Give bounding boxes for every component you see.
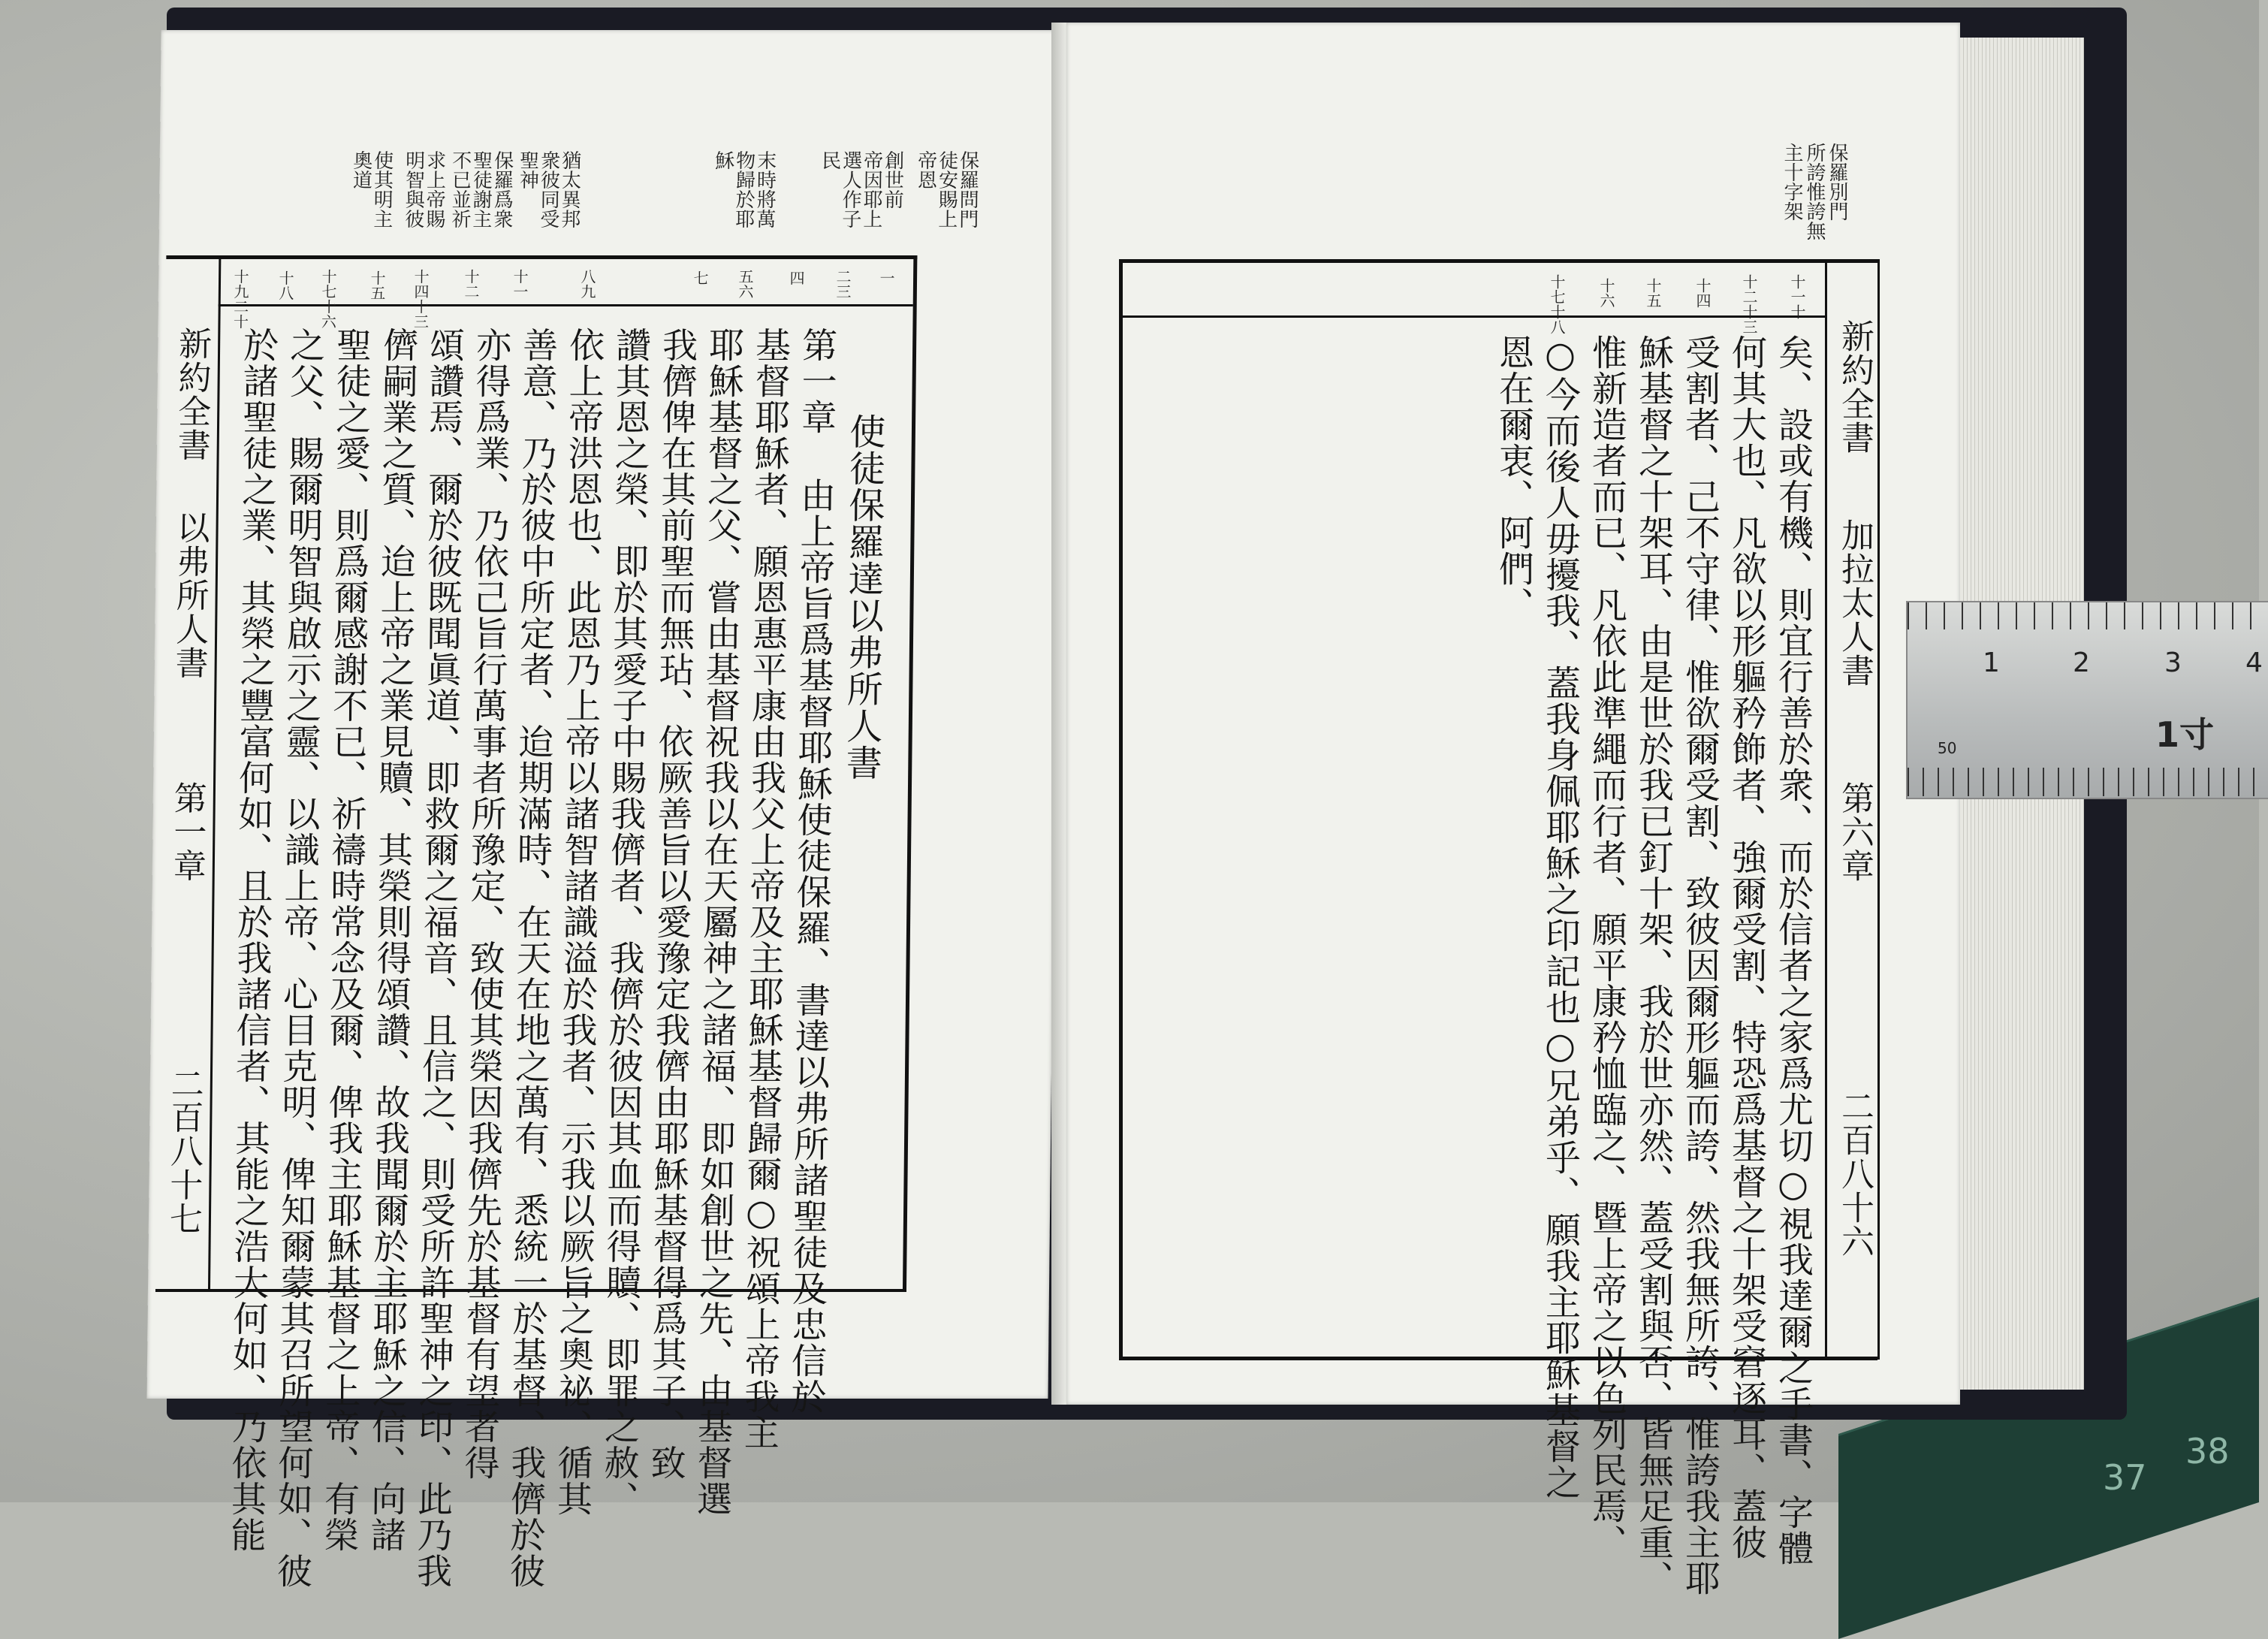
header-note: 帝因耶上 xyxy=(859,150,883,228)
right-verse-rule xyxy=(1119,315,1825,318)
right-frame-right xyxy=(1877,259,1880,1360)
text-column: 惟新造者而已、凡依此準繩而行者、願平康矜恤臨之、暨上帝之以色列民焉、 xyxy=(1586,334,1627,1560)
verse-number: 五六 xyxy=(735,269,755,299)
header-note: 保羅爲衆 xyxy=(490,150,514,228)
mat-number-1: 37 xyxy=(2103,1457,2147,1498)
header-note: 穌 xyxy=(711,150,734,170)
text-column: 聖徒之愛、則爲爾感謝不已、祈禱時常念及爾、俾我主耶穌基督之上帝、有榮 xyxy=(318,327,372,1553)
text-column: ○今而後人毋擾我、蓋我身佩耶穌之印記也○兄弟乎、願我主耶穌基督之 xyxy=(1540,334,1581,1500)
header-note: 選人作子 xyxy=(838,150,862,228)
verse-number: 十七十八 xyxy=(1548,274,1566,334)
header-note: 末時將萬 xyxy=(752,150,777,228)
verse-number: 十四十三 xyxy=(411,269,430,329)
header-note: 創世前 xyxy=(881,150,904,209)
ruler-ticks-bottom xyxy=(1908,768,2268,796)
text-column: 讚其恩之榮、即於其愛子中賜我儕者、我儕於彼因其血而得贖、即罪之赦、 xyxy=(597,327,652,1517)
verse-number: 八九 xyxy=(578,269,597,299)
measuring-ruler xyxy=(1906,601,2268,799)
verse-number: 十八 xyxy=(276,270,295,300)
header-note: 徒安賜上 xyxy=(934,150,958,228)
header-note: 求上帝賜 xyxy=(422,150,446,228)
left-page xyxy=(146,30,1062,1589)
ruler-unit-label: 1寸 xyxy=(2155,714,2215,755)
header-note: 聖徒謝主 xyxy=(469,150,493,228)
text-column: 依上帝洪恩也、此恩乃上帝以諸智諸識溢於我者、示我以厥旨之奧祕、循其 xyxy=(550,327,605,1517)
running-title: 新約全書 xyxy=(171,327,212,462)
mat-number-2: 38 xyxy=(2185,1431,2230,1471)
ruler-ticks-top xyxy=(1908,602,2268,629)
header-note: 衆彼同受 xyxy=(536,150,560,228)
chapter-label: 第一章 xyxy=(167,781,207,883)
running-title: 新約全書 xyxy=(1835,319,1874,454)
verse-number: 七 xyxy=(690,270,710,285)
header-note: 不已並祈 xyxy=(448,150,472,228)
text-column: 基督耶穌者、願恩惠平康由我父上帝及主耶穌基督歸爾○祝頌上帝我主 xyxy=(737,327,792,1450)
right-frame-left xyxy=(1119,259,1123,1360)
text-column: 耶穌基督之父、嘗由基督祝我以在天屬神之諸福、即如創世之先、由基督選 xyxy=(690,327,745,1517)
verse-number: 十一十 xyxy=(1788,274,1806,319)
epistle-title: 使徒保羅達以弗所人書 xyxy=(840,413,886,781)
header-note: 明智與彼 xyxy=(401,150,425,228)
ruler-mark: 4 xyxy=(2245,647,2263,678)
ruler-mark: 1 xyxy=(1983,647,2000,678)
header-note: 聖神 xyxy=(516,150,539,189)
right-frame-top xyxy=(1119,259,1877,263)
header-note: 物歸於耶 xyxy=(731,150,755,228)
text-column: 矣、設或有機、則宜行善於衆、而於信者之家爲尤切○視我達爾之手書、字體 xyxy=(1772,334,1814,1566)
text-column: 之父、賜爾明智與啟示之靈、以識上帝、心目克明、俾知爾蒙其召所望何如、彼 xyxy=(270,327,326,1589)
header-note: 民 xyxy=(818,150,841,170)
verse-number: 十七十六 xyxy=(318,269,338,329)
verse-number: 十二十三 xyxy=(1740,274,1758,334)
verse-number: 四 xyxy=(786,270,806,285)
verse-number: 十六 xyxy=(1597,278,1615,308)
text-column: 我儕俾在其前聖而無玷、依厥善旨以愛豫定我儕由耶穌基督得爲其子、致 xyxy=(644,327,698,1481)
verse-number: 十九二十 xyxy=(231,269,250,329)
chapter-label: 第六章 xyxy=(1835,781,1874,883)
header-note: 保羅別門 xyxy=(1826,143,1848,221)
text-column: 受割者、己不守律、惟欲爾受割、致彼因爾形軀而誇、然我無所誇、惟誇我主耶 xyxy=(1679,334,1721,1596)
header-note: 使其明主 xyxy=(369,150,394,228)
header-note: 主十字架 xyxy=(1781,143,1803,221)
right-margin-rule xyxy=(1825,263,1827,1357)
text-column: 第一章 由上帝旨爲基督耶穌使徒保羅、書達以弗所諸聖徒及忠信於 xyxy=(785,327,838,1414)
verse-number: 二三 xyxy=(833,269,852,299)
verse-number: 十五 xyxy=(367,270,387,300)
text-column: 儕嗣業之質、迨上帝之業見贖、其榮則得頌讚、故我聞爾於主耶穌之信、向諸 xyxy=(364,327,419,1553)
header-note: 帝恩 xyxy=(914,150,937,189)
book-title: 加拉太人書 xyxy=(1835,518,1874,687)
text-column: 亦得爲業、乃依己旨行萬事者所豫定、致使其榮因我儕先於基督有望者得 xyxy=(458,327,512,1481)
header-note: 保羅問門 xyxy=(955,150,979,228)
text-column: 何其大也、凡欲以形軀矜飾者、強爾受割、特恐爲基督之十架受窘逐耳、蓋彼 xyxy=(1726,334,1767,1560)
verse-number: 一 xyxy=(876,270,896,285)
book-title: 以弗所人書 xyxy=(169,511,210,680)
verse-number: 十四 xyxy=(1693,278,1712,308)
page-number: 二百八十六 xyxy=(1835,1089,1874,1258)
ruler-mark: 2 xyxy=(2073,647,2090,678)
text-column: 善意、乃於彼中所定者、迨期滿時、在天在地之萬有、悉統一於基督、我儕於彼 xyxy=(503,327,559,1589)
header-note: 猶太異邦 xyxy=(557,150,581,228)
header-note: 奧道 xyxy=(349,150,372,189)
text-column: 穌基督之十架耳、由是世於我已釘十架、我於世亦然、蓋受割與否、皆無足重、 xyxy=(1633,334,1674,1596)
page-number: 二百八十七 xyxy=(163,1067,204,1236)
text-column: 恩在爾衷、阿們、 xyxy=(1493,334,1534,623)
verse-number: 十五 xyxy=(1644,278,1662,308)
text-column: 於諸聖徒之業、其榮之豐富何如、且於我諸信者、其能之浩大何如、乃依其能 xyxy=(225,327,279,1553)
left-frame-top xyxy=(166,255,917,259)
verse-number: 十二 xyxy=(461,269,481,299)
ruler-small-label: 50 xyxy=(1938,739,1957,757)
ruler-mark: 3 xyxy=(2164,647,2182,678)
header-note: 所誇惟誇無 xyxy=(1803,143,1826,240)
text-column: 頌讚焉、爾於彼既聞眞道、即救爾之福音、且信之、則受所許聖神之印、此乃我 xyxy=(410,327,466,1589)
right-page xyxy=(1066,23,1960,1596)
verse-number: 十一 xyxy=(510,269,529,299)
left-frame-right xyxy=(903,255,917,1292)
